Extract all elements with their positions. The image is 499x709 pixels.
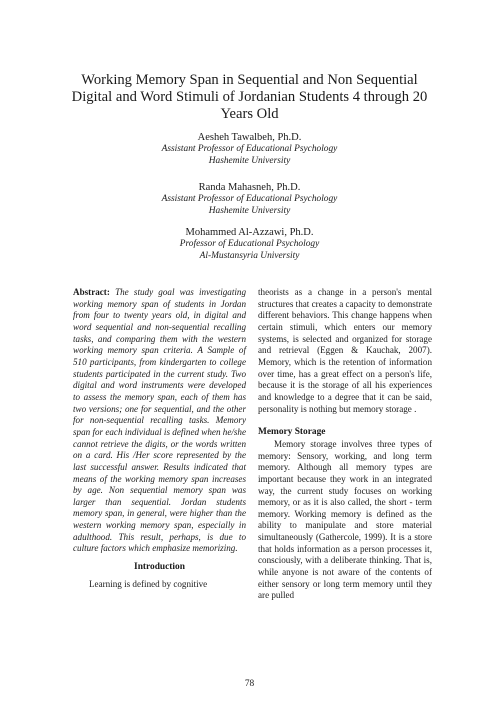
memory-storage-text: Memory storage involves three types of memory: Sensory, working, and long term memory. Although all memory types are important because they work in an integrated way, the current study focuses on working memory, or as it is also called, the short - term memory. Working memory is defined as the ability to manipulate and store material simultaneously (Gathercole, 1999). It is a store that holds information as a person processes it, consciously, with a deliberate thinking. That is, while anyone is not aware of the contents of either sensory or long term memory until they are pulled: [258, 438, 432, 601]
right-column: [258, 287, 432, 602]
author-1: [100, 131, 399, 167]
author-position: Professor of Educational Psychology: [179, 239, 320, 249]
author-position: Assistant Professor of Educational Psychology: [161, 144, 338, 154]
author-2: [100, 181, 399, 217]
memory-storage-heading: Memory Storage: [258, 427, 326, 438]
page-number: 78: [244, 679, 255, 689]
author-3: [100, 226, 399, 262]
left-column: [73, 287, 246, 590]
introduction-continued: theorists as a change in a person's mental structures that creates a capacity to demonstrate different behaviors. This change happens when certain stimuli, which enters our memory systems, is selected and organized for storage and retrieval (Eggen & Kauchak, 2007). Memory, which is the retention of information over time, has a great effect on a person's life, because it is the storage of all his experiences and knowledge to a degree that it can be said, personality is nothing but memory storage .: [258, 287, 432, 414]
author-institution: Hashemite University: [208, 205, 291, 216]
abstract-text: The study goal was investigating working memory span of students in Jordan from four to twenty years old, in digital and word sequential and non-sequential recalling tasks, and comparing them with the western working memory span criteria. A Sample of 510 participants, from kindergarten to college students participated in the current study. Two digital and word instruments were developed to assess the memory span, each of them has two versions; one for sequential, and the other for non-sequential recalling tasks. Memory span for each individual is defined when he/she cannot retrieve the digits, or the words written on a card. His /Her score represented by the last successful answer. Results indicated that means of the working memory span increases by age. Non sequential memory span was larger than sequential. Jordan students memory span, in general, were higher than the western working memory span, especially in adulthood. This result, perhaps, is due to culture factors which emphasize memorizing.: [73, 287, 247, 554]
abstract: [73, 287, 246, 555]
introduction-heading: Introduction: [134, 562, 185, 573]
author-institution: Hashemite University: [208, 155, 291, 166]
paper-title: Working Memory Span in Sequential and Non Sequential Digital and Word Stimuli of Jordanian Students 4 through 20 Years Old: [71, 72, 428, 122]
author-name: Aesheh Tawalbeh, Ph.D.: [197, 132, 302, 143]
author-name: Randa Mahasneh, Ph.D.: [198, 182, 301, 193]
introduction-text: Learning is defined by cognitive: [89, 578, 208, 589]
author-position: Assistant Professor of Educational Psychology: [161, 194, 338, 204]
abstract-label: Abstract:: [73, 287, 110, 297]
author-name: Mohammed Al-Azzawi, Ph.D.: [185, 227, 314, 238]
author-institution: Al-Mustansyria University: [199, 250, 300, 261]
